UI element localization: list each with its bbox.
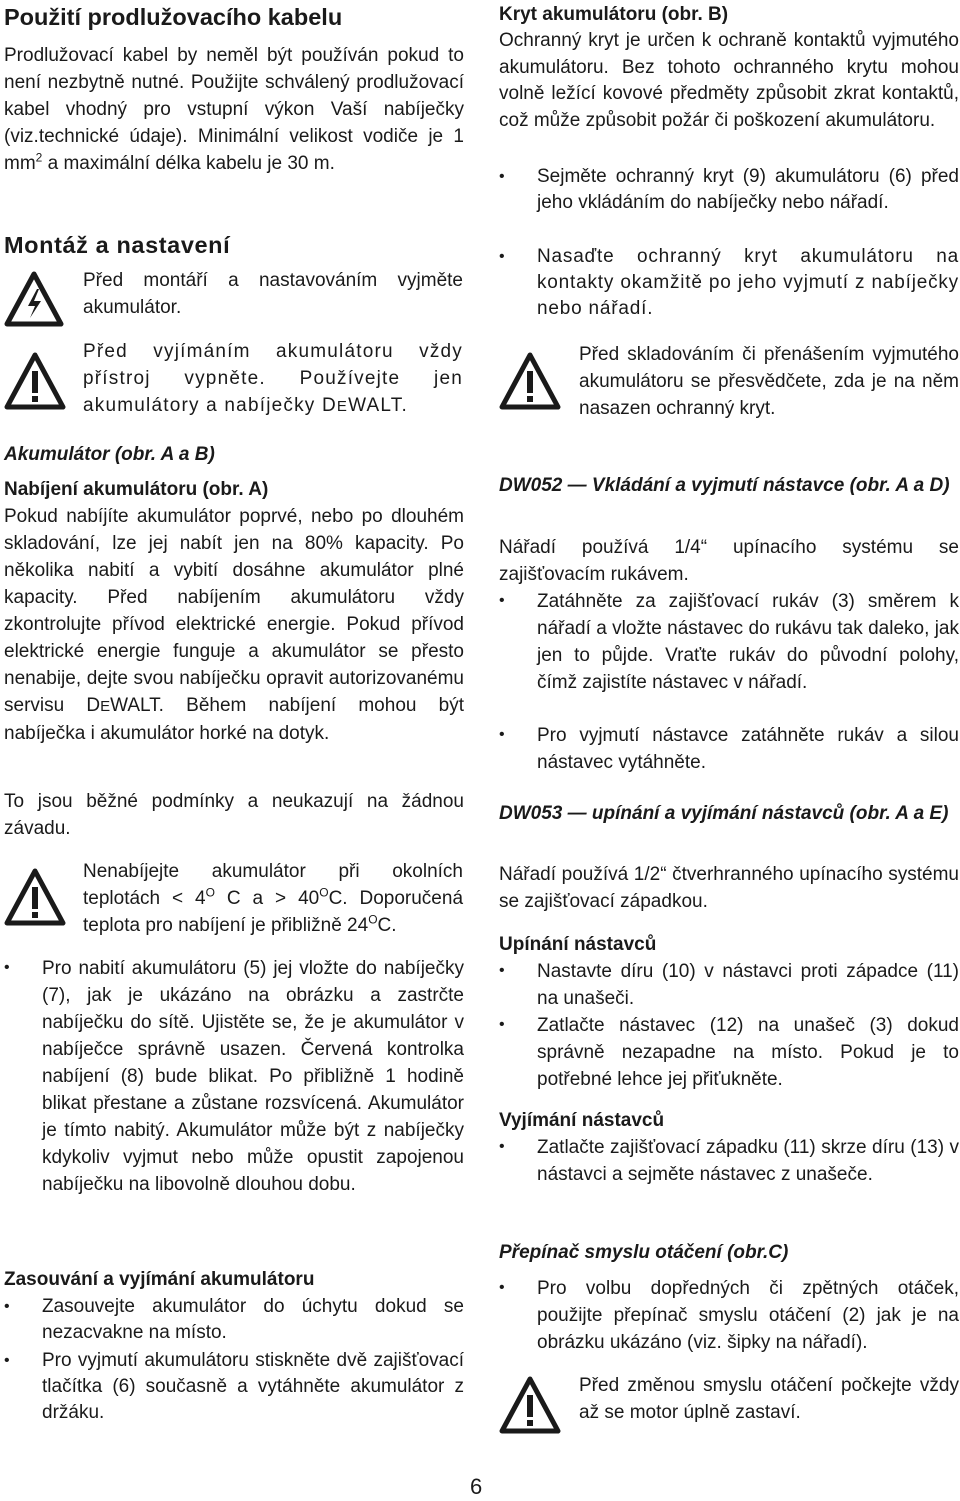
electric-shock-warning-icon (4, 271, 64, 327)
temperature-warning-text: Nenabíjejte akumulátor při okolních teplotách < $4^O$ C $a > 40^OC$. Doporučená teplota pro nabíjení je přibližně $24^OC$. (83, 861, 464, 936)
cover-heading: Kryt akumulátoru (obr. B) (499, 4, 729, 25)
warning-exclamation-icon (4, 352, 66, 410)
mount-heading: Upínání nástavců (499, 934, 657, 955)
assembly-electric-warning-text: Před montáří a nastavováním vyjměte akumulátor. (83, 270, 463, 318)
cover-text: Ochranný kryt je určen k ochraně kontaktů vyjmutého akumulátoru. Bez tohoto ochranného krytu mohou volně ležící kovové předměty způsobit zkrat kontaktů, což může způsobit požár či poškození akumulátoru. (499, 30, 959, 131)
page-number: 6 (470, 1474, 483, 1499)
assembly-heading: Montáž a nastavení (4, 232, 231, 258)
insert-remove-heading: Zasouvání a vyjímání akumulátoru (4, 1269, 315, 1290)
battery-heading: Akumulátor (obr. A a B) (4, 444, 215, 465)
normal-conditions-text: To jsou běžné podmínky a neukazují na žádnou závadu. (4, 791, 464, 839)
dw053-text: Nářadí používá 1/2“ čtverhranného upínacího systému se zajišťovací západkou. (499, 864, 959, 912)
extension-cable-heading: Použití prodlužovacího kabelu (4, 4, 343, 30)
extension-cable-text: Prodlužovací kabel by neměl být používán pokud to není nezbytně nutné. Použijte schválený prodlužovací kabel vhodný pro vstupní výkon Vaší nabíječky (viz.technické údaje). Minimální velikost vodiče je 1 $mm^2$ a maximální délka kabelu je 30 m. (4, 45, 464, 174)
charging-heading: Nabíjení akumulátoru (obr. A) (4, 479, 269, 500)
cover-warning-text: Před skladováním či přenášením vyjmutého akumulátoru se přesvědčete, zda je na něm nasazen ochranný kryt. (579, 344, 959, 419)
remove-heading: Vyjímání nástavců (499, 1110, 665, 1131)
assembly-tool-warning-text: Před vyjímáním akumulátoru vždy přístroj vypněte. Používejte jen akumulátory a nabíječky DEWALT. (83, 341, 463, 416)
dw052-heading: DW052 — Vkládání a vyjmutí nástavce (obr. A a D) (499, 475, 950, 496)
charging-text: Pokud nabíjíte akumulátor poprvé, nebo po dlouhém skladování, lze jej nabít jen na 80% kapacity. Po několika nabití a vybití dosáhne akumulátor plné kapacity. Před nabíjením akumulátoru vždy zkontrolujte přívod elektrické energie. Pokud přívod elektrické energie funguje a akumulátor se přesto nenabije, dejte svou nabíječku opravit autorizovanému servisu DEWALT. Během nabíjení mohou být nabíječka i akumulátor horké na dotyk. (4, 506, 464, 744)
dw053-heading: DW053 — upínání a vyjímání nástavců (obr. A a E) (499, 803, 949, 824)
warning-exclamation-icon (4, 868, 66, 926)
warning-exclamation-icon (499, 352, 561, 410)
dw052-text: Nářadí používá 1/4“ upínacího systému se zajišťovacím rukávem. (499, 537, 959, 585)
direction-heading: Přepínač smyslu otáčení (obr.C) (499, 1242, 789, 1263)
warning-exclamation-icon (499, 1376, 561, 1434)
direction-warning-text: Před změnou smyslu otáčení počkejte vždy až se motor úplně zastaví. (579, 1375, 959, 1423)
